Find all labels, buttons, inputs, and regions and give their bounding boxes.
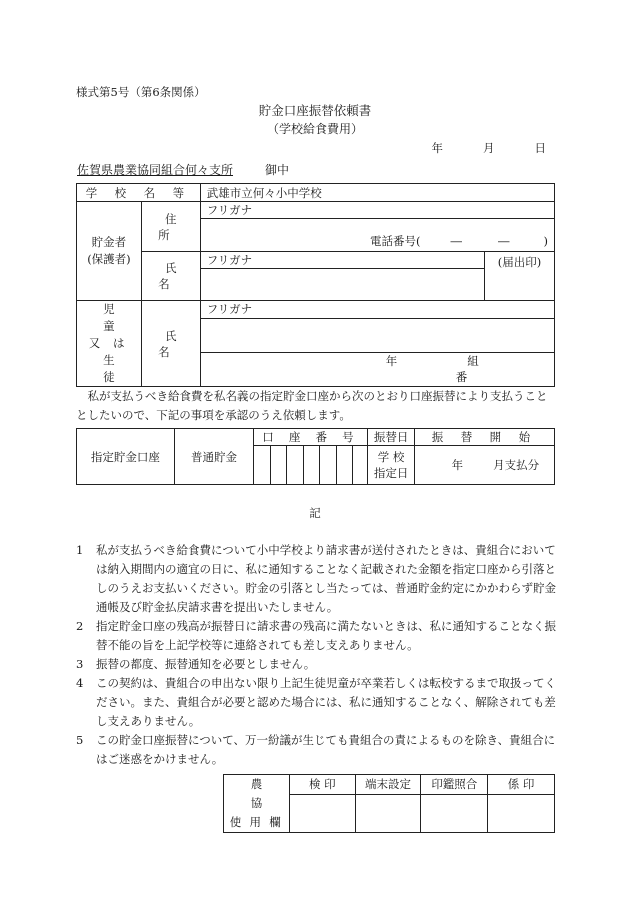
document-subtitle: （学校給食費用） xyxy=(266,122,363,136)
account-label: 指定貯金口座 xyxy=(77,429,175,485)
clause-item: 3 振替の都度、振替通知を必要としません。 xyxy=(76,657,316,671)
year-label: 年 xyxy=(385,354,398,369)
terminal-setting-cell[interactable] xyxy=(355,794,421,832)
transfer-start-label: 振 替 開 始 xyxy=(414,429,554,446)
child-name-field[interactable] xyxy=(200,318,554,352)
account-number-label: 口 座 番 号 xyxy=(254,429,368,446)
seal-verify-header: 印鑑照合 xyxy=(421,775,488,795)
clause-item: 2 指定貯金口座の残高が振替日に請求書の残高に満たないときは、私に通知することなく振替不能の旨を上記学校等に連絡されても差し支えありません。 xyxy=(76,619,556,652)
address-field[interactable]: 電話番号( ― ― ) xyxy=(200,219,554,252)
start-year: 年 xyxy=(451,458,464,472)
class-label: 組 xyxy=(467,354,479,369)
account-digit[interactable] xyxy=(270,446,286,485)
clauses-list xyxy=(76,541,558,769)
address-furigana[interactable]: フリガナ xyxy=(200,202,554,219)
applicant-table xyxy=(76,183,555,387)
account-table xyxy=(76,428,555,485)
date-day: 日 xyxy=(534,141,546,155)
depositor-label: 貯金者 (保護者) xyxy=(77,202,142,301)
transfer-date-label: 振替日 xyxy=(368,429,414,446)
start-month: 月支払分 xyxy=(493,458,540,472)
check-seal-header: 検 印 xyxy=(289,775,355,795)
request-text: 私が支払うべき給食費を私名義の指定貯金口座から次のとおり口座振替により支払うこととしたいので、下記の事項を承認のうえ依頼します。 xyxy=(76,389,548,422)
address-label: 住 所 xyxy=(141,202,200,252)
staff-seal-cell[interactable] xyxy=(488,794,555,832)
staff-seal-header: 係 印 xyxy=(488,775,555,795)
clause-item: 5 この貯金口座振替について、万一紛議が生じても貴組合の責によるものを除き、貴組合にはご迷惑をかけません。 xyxy=(76,733,556,766)
account-digit[interactable] xyxy=(320,446,336,485)
name-field-lower[interactable] xyxy=(200,285,484,301)
seal-verify-cell[interactable] xyxy=(421,794,488,832)
account-type[interactable]: 普通貯金 xyxy=(174,429,253,485)
grade-class-number[interactable] xyxy=(200,352,554,386)
terminal-setting-header: 端末設定 xyxy=(355,775,421,795)
clause-item: 1 私が支払うべき給食費について小中学校より請求書が送付されたときは、貴組合においては納入期間内の適宜の日に、私に通知することなく記載された金額を指定口座から引落としのうえお支払いください。貯金の引落とし当たっては、普通貯金約定にかかわらず貯金通帳及び貯金払戻請求書を提出いたしません。 xyxy=(76,543,556,614)
account-digit[interactable] xyxy=(303,446,319,485)
clause-item: 4 この契約は、貴組合の申出ない限り上記生徒児童が卒業若しくは転校するまで取扱ってください。また、貴組合が必要と認めた場合には、私に通知することなく、解除されても差し支えありません。 xyxy=(76,676,556,728)
child-label: 児 童 又 は 生 徒 xyxy=(77,301,142,387)
phone-label: 電話番号( xyxy=(370,234,421,248)
school-designated-date: 学 校 指定日 xyxy=(368,446,414,485)
account-digit[interactable] xyxy=(336,446,352,485)
number-label: 番 xyxy=(455,370,468,385)
check-seal-cell[interactable] xyxy=(289,794,355,832)
name-furigana[interactable]: フリガナ xyxy=(200,252,484,269)
form-number: 様式第5号（第6条関係） xyxy=(76,85,206,99)
name-label: 氏 名 xyxy=(141,252,200,301)
date-line xyxy=(410,140,547,156)
account-digit[interactable] xyxy=(352,446,367,485)
transfer-start-field[interactable] xyxy=(414,446,554,485)
ja-usage-label: 農 協 使 用 欄 xyxy=(224,775,290,833)
ja-usage-table xyxy=(223,774,555,833)
ki-heading: 記 xyxy=(309,506,321,520)
name-field[interactable] xyxy=(200,269,484,285)
addressee-org: 佐賀県農業協同組合何々支所 xyxy=(77,163,234,177)
addressee xyxy=(77,161,289,178)
account-digit[interactable] xyxy=(287,446,303,485)
seal-label: (届出印) xyxy=(497,255,542,269)
child-name-label: 氏 名 xyxy=(141,301,200,387)
document-title: 貯金口座振替依頼書 xyxy=(258,103,372,118)
seal-cell[interactable] xyxy=(485,252,555,301)
school-value[interactable]: 武雄市立何々小中学校 xyxy=(200,184,554,202)
child-furigana[interactable]: フリガナ xyxy=(200,301,554,319)
date-year: 年 xyxy=(431,141,443,155)
school-label-cell: 学 校 名 等 xyxy=(77,184,201,202)
account-digit[interactable] xyxy=(254,446,270,485)
date-month: 月 xyxy=(483,141,495,155)
addressee-honorific: 御中 xyxy=(265,163,290,177)
